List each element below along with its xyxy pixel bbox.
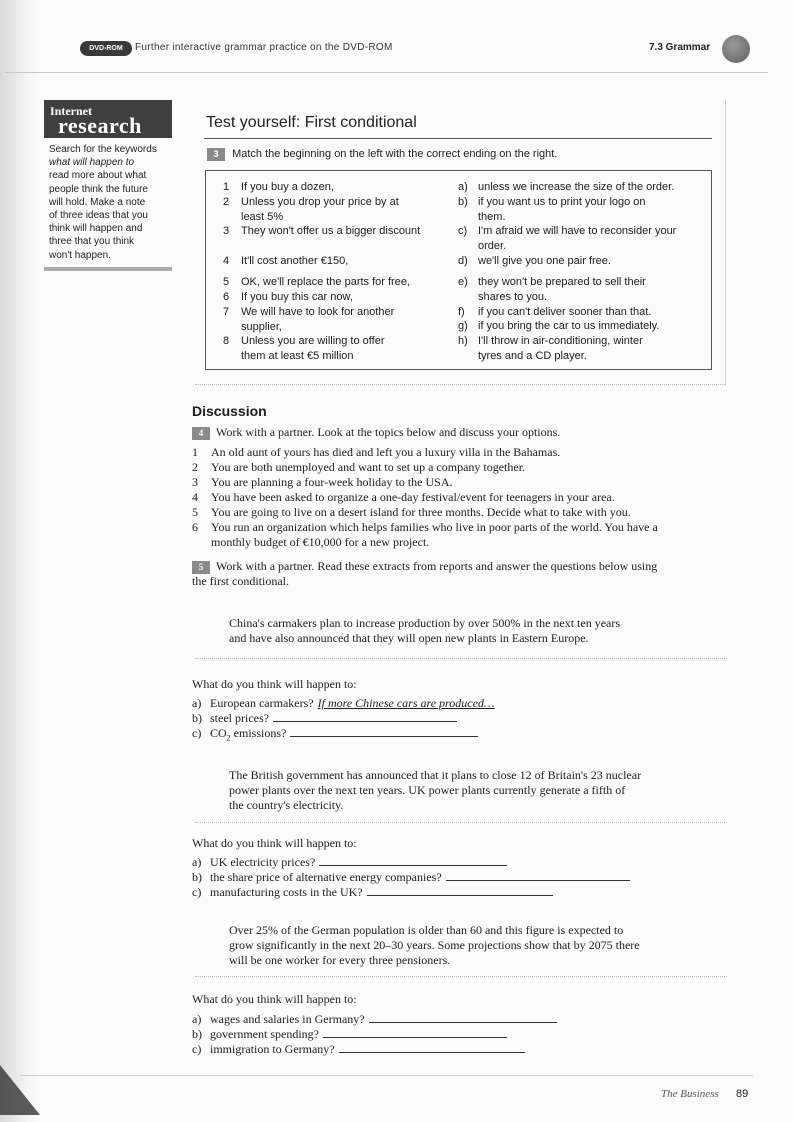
- exercise-5-instruction-line: 5 Work with a partner. Read these extracts from reports and answer the questions below using: [192, 559, 732, 574]
- topic-number: 3: [192, 475, 198, 489]
- item-number: d): [458, 255, 468, 267]
- answer-blank[interactable]: [319, 855, 507, 866]
- answer-blank[interactable]: [446, 870, 630, 881]
- question-row: a) wages and salaries in Germany?: [192, 1012, 557, 1027]
- question-row: b) government spending?: [192, 1027, 507, 1042]
- ir-line: three that you think: [49, 236, 135, 248]
- answer-blank[interactable]: [339, 1042, 525, 1053]
- topic-text-line: You run an organization which helps families who live in poor parts of the world. You have a: [211, 520, 658, 534]
- item-text-line: It'll cost another €150,: [241, 255, 349, 267]
- extract-2: [229, 768, 641, 813]
- topic-text-line: You are both unemployed and want to set up a company together.: [211, 460, 526, 474]
- item-text: [478, 305, 651, 320]
- extract-line: The British government has announced that it plans to close 12 of Britain's 23 nuclear: [229, 768, 642, 782]
- item-text: [478, 180, 674, 195]
- topic-text-line: You have been asked to organize a one-day festival/event for teenagers in your area.: [211, 490, 615, 504]
- exercise-5-instruction-line: the first conditional.: [192, 574, 289, 588]
- answer-blank[interactable]: [273, 711, 457, 722]
- item-text-line: If you buy this car now,: [241, 291, 353, 303]
- topic-number: 1: [192, 445, 198, 459]
- extract-line: the country's electricity.: [229, 798, 344, 812]
- page-corner: [0, 1065, 40, 1115]
- item-text-line: I'm afraid we will have to reconsider your: [478, 225, 677, 237]
- topic-text-line: An old aunt of yours has died and left you a luxury villa in the Bahamas.: [211, 445, 561, 459]
- item-text: [478, 319, 659, 334]
- item-text-line: them at least €5 million: [241, 349, 354, 362]
- section-circle-icon: [722, 35, 750, 63]
- exercise-number-badge: 5: [192, 561, 210, 574]
- ir-line: what will happen to: [49, 157, 135, 169]
- topic-text-line: monthly budget of €10,000 for a new project.: [211, 535, 430, 549]
- item-text: [241, 254, 348, 269]
- item-number: 4: [223, 255, 230, 267]
- extract-1: [229, 616, 620, 646]
- question-row: c) immigration to Germany?: [192, 1042, 525, 1057]
- item-text: [241, 275, 410, 290]
- item-text-line: we'll give you one pair free.: [478, 255, 611, 267]
- exercise-4-instruction-row: [192, 425, 560, 440]
- question-prompt: What do you think will happen to:: [192, 677, 357, 691]
- answer-blank[interactable]: [367, 885, 553, 896]
- question-row: a) European carmakers? If more Chinese cars are produced…: [192, 696, 495, 710]
- item-number: 1: [223, 181, 230, 193]
- question-row: b) steel prices?: [192, 711, 457, 726]
- header-text: Further interactive grammar practice on the DVD-ROM: [135, 42, 393, 53]
- ir-line: Search for the keywords: [49, 144, 157, 155]
- topic-text: [211, 445, 560, 460]
- item-number: 6: [223, 291, 230, 303]
- item-text-line: They won't offer us a bigger discount: [241, 225, 421, 237]
- ir-line: of three ideas that you: [49, 210, 148, 222]
- item-text: [478, 195, 646, 224]
- extract-line: power plants over the next ten years. UK power plants currently generate a fifth of: [229, 783, 626, 797]
- page-title: Test yourself: First conditional: [206, 114, 417, 131]
- item-number: g): [458, 320, 468, 332]
- extract-divider: [195, 976, 727, 977]
- item-text-line: Unless you are willing to offer: [241, 335, 385, 347]
- dvd-rom-badge: DVD-ROM: [80, 41, 132, 56]
- internet-research-title-2: research: [58, 113, 142, 138]
- item-text-line: Unless you drop your price by at: [241, 196, 399, 208]
- internet-research-bar: [44, 267, 172, 271]
- topic-text-line: You are going to live on a desert island for three months. Decide what to take with you.: [211, 505, 631, 519]
- page-number: 89: [736, 1088, 749, 1100]
- extract-line: grow significantly in the next 20–30 years. Some projections show that by 2075 there: [229, 938, 640, 952]
- internet-research-text: [49, 143, 174, 262]
- item-text-line: tyres and a CD player.: [478, 349, 587, 362]
- item-text: [241, 195, 399, 224]
- item-number: e): [458, 276, 468, 288]
- item-text-line: if you want us to print your logo on: [478, 196, 646, 208]
- item-text: [241, 334, 384, 363]
- answer-example: If more Chinese cars are produced…: [317, 696, 495, 710]
- topic-number: 6: [192, 520, 198, 534]
- item-number: 8: [223, 335, 230, 347]
- topic-number: 2: [192, 460, 198, 474]
- question-row: a) UK electricity prices?: [192, 855, 507, 870]
- topic-text: [211, 475, 453, 490]
- exercise-4-instruction: Work with a partner. Look at the topics below and discuss your options.: [216, 425, 561, 439]
- item-text-line: We will have to look for another: [241, 306, 395, 318]
- item-text-line: I'll throw in air-conditioning, winter: [478, 335, 643, 347]
- internet-research-title-1: Internet: [50, 104, 92, 118]
- ir-line: will hold. Make a note: [49, 196, 146, 208]
- topic-text: [211, 505, 631, 520]
- item-text-line: if you bring the car to us immediately.: [478, 320, 660, 332]
- question-row: b) the share price of alternative energy companies?: [192, 870, 630, 885]
- extract-divider: [195, 822, 727, 823]
- item-number: f): [458, 306, 465, 318]
- item-text-line: shares to you.: [478, 290, 548, 303]
- question-prompt: What do you think will happen to:: [192, 992, 357, 1006]
- matching-box: [205, 170, 712, 370]
- topic-number: 5: [192, 505, 198, 519]
- ir-line: won't happen.: [49, 249, 111, 261]
- ir-line: people think the future: [49, 183, 148, 195]
- item-text-line: unless we increase the size of the order.: [478, 181, 675, 193]
- exercise-3-instruction: Match the beginning on the left with the correct ending on the right.: [232, 148, 558, 160]
- item-text: [478, 224, 676, 253]
- extract-line: Over 25% of the German population is older than 60 and this figure is expected to: [229, 923, 624, 937]
- question-prompt: What do you think will happen to:: [192, 836, 357, 850]
- section-divider: [195, 384, 725, 385]
- item-text: [241, 290, 353, 305]
- question-row: c) manufacturing costs in the UK?: [192, 885, 553, 900]
- item-text-line: order.: [478, 239, 507, 252]
- exercise-number-badge: 4: [192, 427, 210, 440]
- extract-line: China's carmakers plan to increase production by over 500% in the next ten years: [229, 616, 621, 630]
- exercise-5-instruction-row: [192, 559, 732, 589]
- question-row: c) $CO_2$ emissions?: [192, 726, 478, 745]
- item-text-line: supplier,: [241, 320, 282, 333]
- right-margin-rule: [725, 100, 726, 385]
- title-rule: [204, 138, 712, 139]
- item-text-line: they won't be prepared to sell their: [478, 276, 646, 288]
- item-number: a): [458, 181, 468, 193]
- answer-blank[interactable]: [323, 1027, 507, 1038]
- extract-divider: [195, 658, 727, 659]
- item-number: b): [458, 196, 468, 208]
- item-text: [478, 254, 611, 269]
- extract-3: [229, 923, 640, 968]
- exercise-number-badge: 3: [207, 148, 225, 161]
- extract-line: will be one worker for every three pensioners.: [229, 953, 451, 967]
- answer-blank[interactable]: [369, 1012, 557, 1023]
- item-number: h): [458, 335, 468, 347]
- item-text-line: If you buy a dozen,: [241, 181, 334, 193]
- extract-line: and have also announced that they will open new plants in Eastern Europe.: [229, 631, 589, 645]
- item-number: 5: [223, 276, 230, 288]
- topic-text: [211, 460, 525, 475]
- brand-logo: The Business: [661, 1088, 719, 1100]
- footer-rule: [20, 1075, 753, 1076]
- item-text: [478, 334, 643, 363]
- section-label: 7.3 Grammar: [649, 42, 711, 53]
- item-text-line: least 5%: [241, 210, 284, 223]
- exercise-3-instruction-row: [207, 148, 557, 161]
- item-text: [241, 305, 394, 334]
- topic-number: 4: [192, 490, 198, 504]
- header-rule: [5, 72, 768, 73]
- item-text-line: if you can't deliver sooner than that.: [478, 306, 652, 318]
- item-text: [241, 224, 420, 239]
- item-text-line: them.: [478, 210, 506, 223]
- item-number: 3: [223, 225, 230, 237]
- item-number: 7: [223, 306, 230, 318]
- item-number: 2: [223, 196, 230, 208]
- item-text-line: OK, we'll replace the parts for free,: [241, 276, 411, 288]
- discussion-title: Discussion: [192, 403, 267, 419]
- ir-line: read more about what: [49, 170, 147, 182]
- topic-text: [211, 490, 615, 505]
- ir-line: think will happen and: [49, 223, 143, 235]
- topic-text-line: You are planning a four-week holiday to the USA.: [211, 475, 453, 489]
- item-text: [478, 275, 646, 304]
- page-edge-shadow: [0, 0, 40, 1122]
- item-text: [241, 180, 334, 195]
- answer-blank[interactable]: [290, 726, 478, 737]
- item-number: c): [458, 225, 468, 237]
- topic-text: [211, 520, 658, 550]
